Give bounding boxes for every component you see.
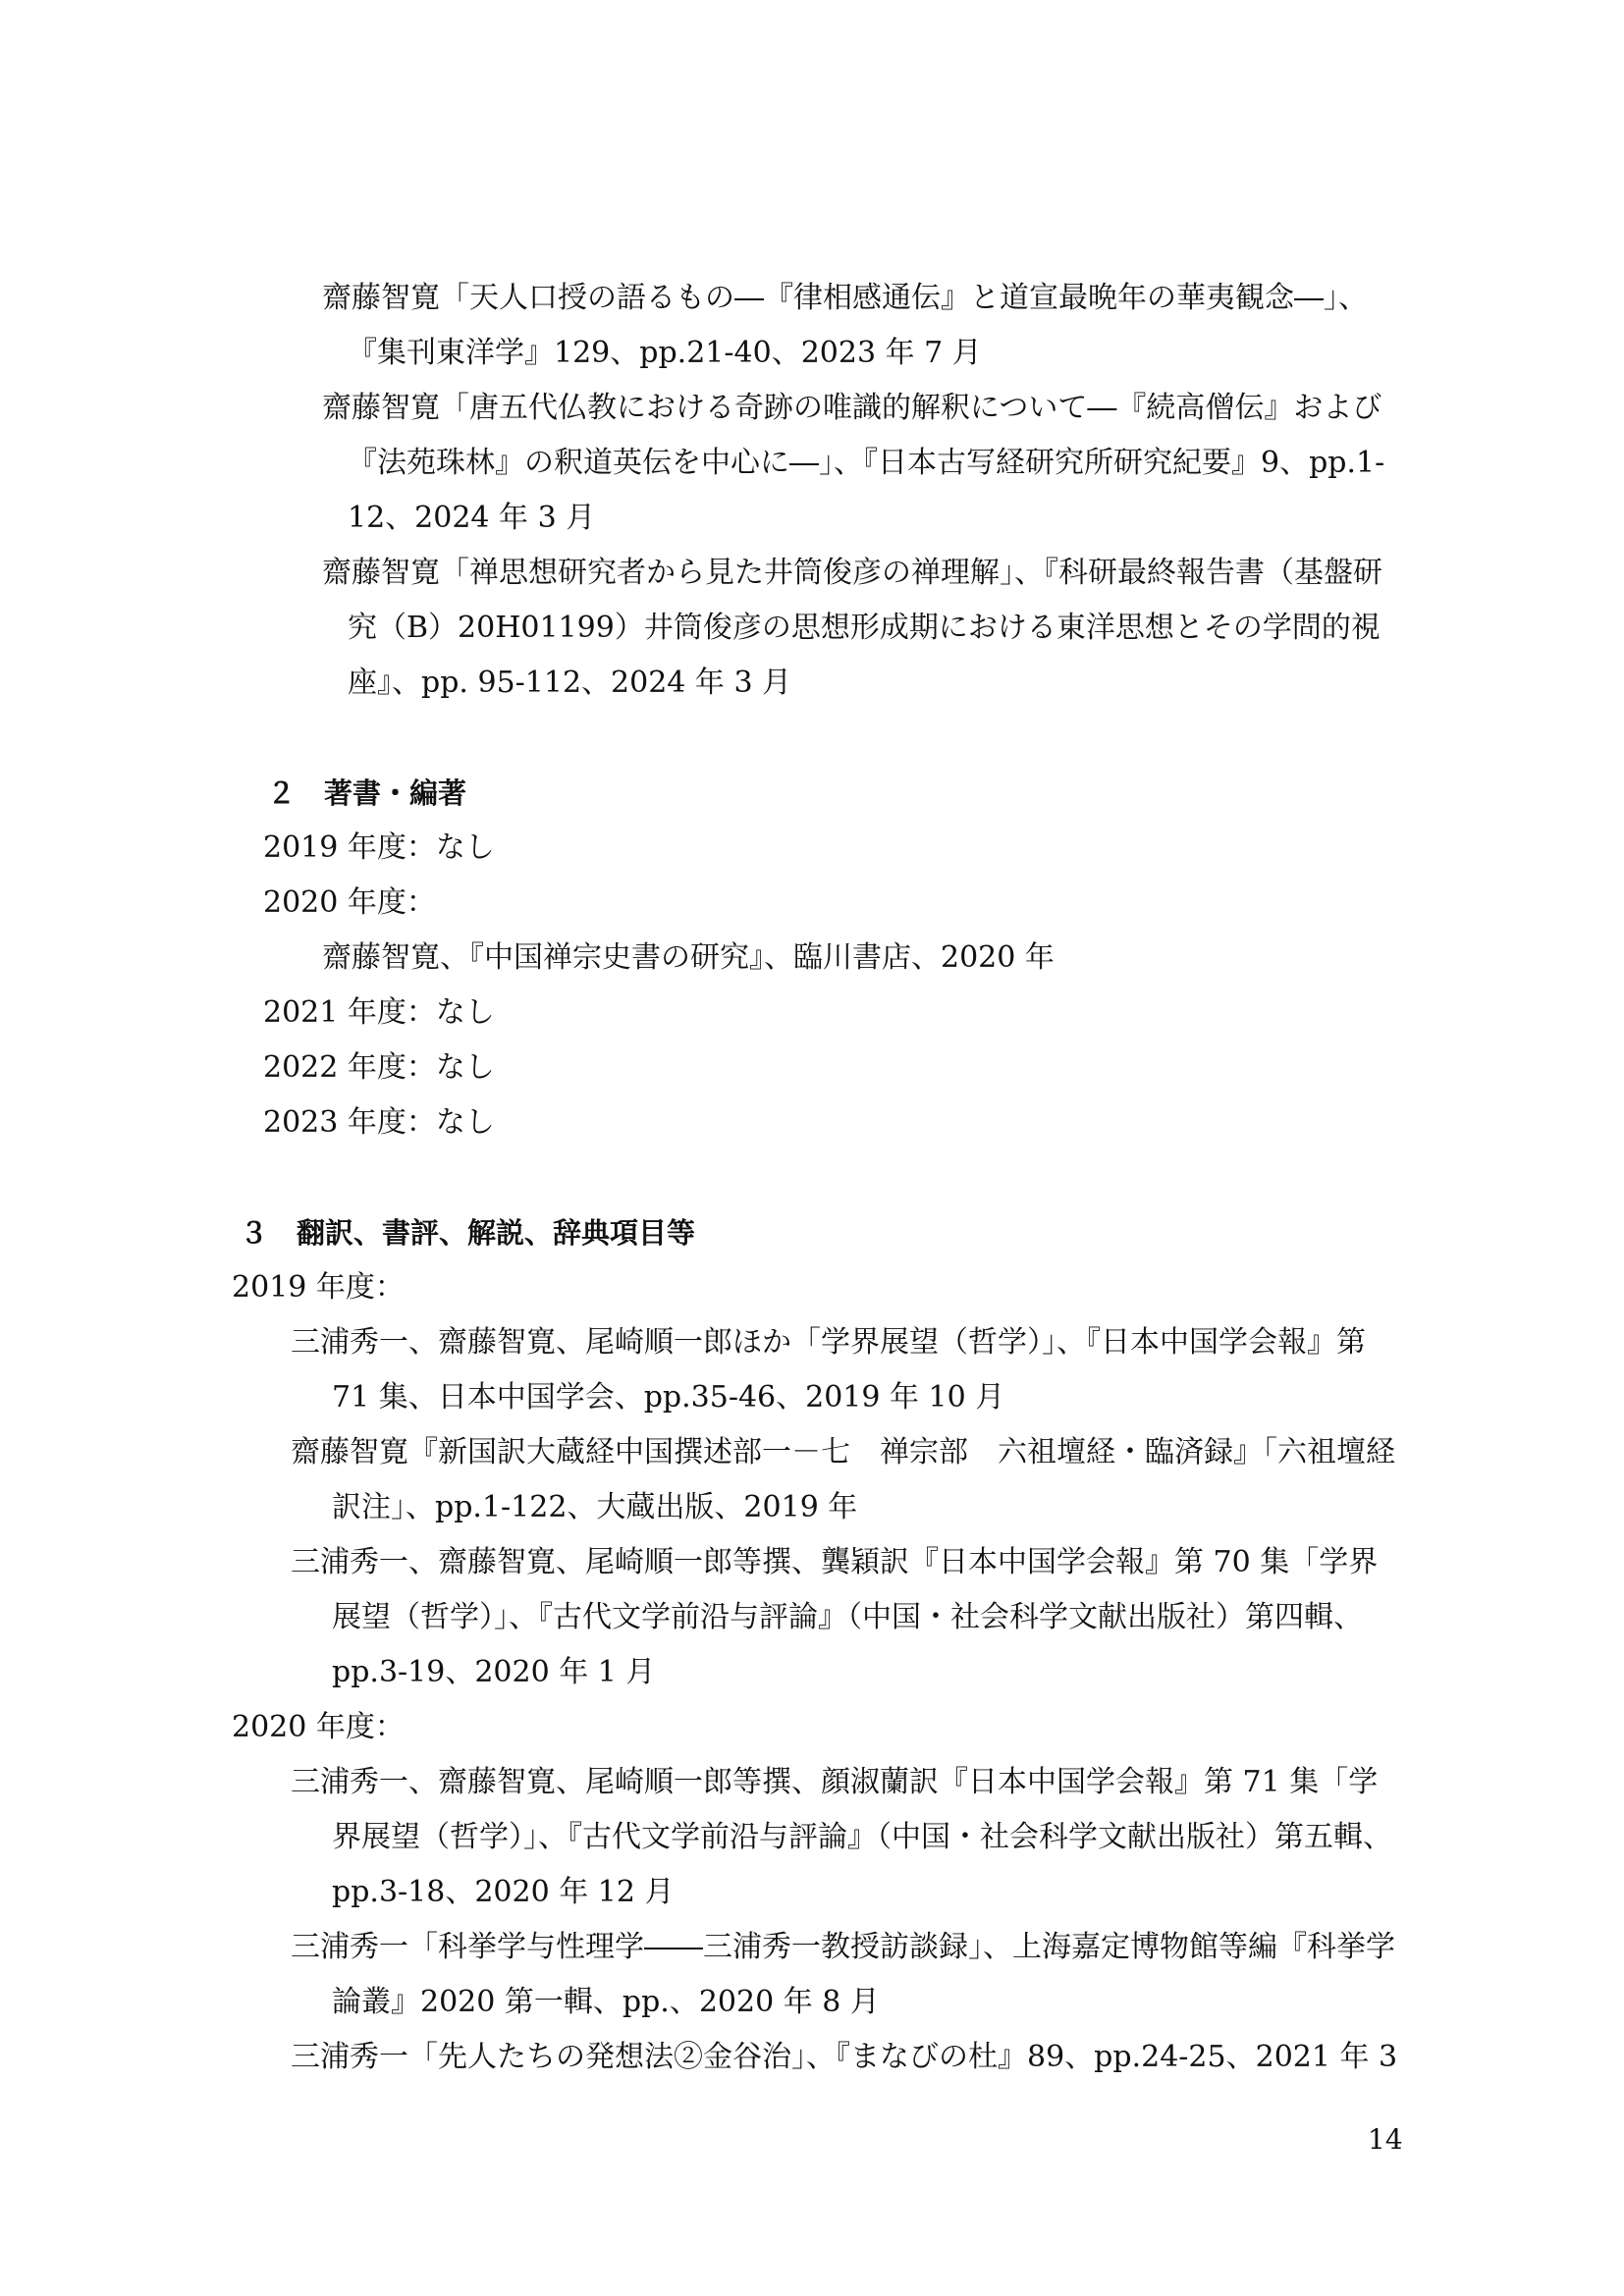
- year-line: 2020 年度：: [263, 885, 436, 920]
- year-line: 2022 年度：なし: [263, 1050, 495, 1085]
- bibliography-entry: 三浦秀一、齋藤智寛、尾崎順一郎等撰、龔穎訳『日本中国学会報』第 70 集「学界展望（哲学）」、『古代文学前沿与評論』（中国・社会科学文献出版社）第四輯、pp.3-19、2020 年 1 月: [291, 1545, 1379, 1689]
- bibliography-entry: 三浦秀一、齋藤智寛、尾崎順一郎ほか「学界展望（哲学）」、『日本中国学会報』第 71 集、日本中国学会、pp.35-46、2019 年 10 月: [291, 1325, 1366, 1415]
- bibliography-entry: 齋藤智寛「天人口授の語るもの―『律相感通伝』と道宣最晩年の華夷観念―」、『集刊東洋学』129、pp.21-40、2023 年 7 月: [322, 281, 1368, 370]
- bibliography-entry: 三浦秀一「先人たちの発想法②金谷治」、『まなびの杜』89、pp.24-25、2021 年 3: [291, 2040, 1398, 2074]
- bibliography-entry: 三浦秀一「科挙学与性理学――三浦秀一教授訪談録」、上海嘉定博物館等編『科挙学論叢』2020 第一輯、pp.、2020 年 8 月: [291, 1930, 1395, 2019]
- bibliography-entry: 齋藤智寛『新国訳大蔵経中国撰述部一－七 禅宗部 六祖壇経・臨済録』「六祖壇経訳注」、pp.1-122、大蔵出版、2019 年: [291, 1435, 1395, 1524]
- year-line: 2023 年度：なし: [263, 1105, 495, 1140]
- year-line: 2020 年度：: [232, 1710, 405, 1744]
- year-line: 2019 年度：: [232, 1270, 405, 1305]
- bibliography-entry: 三浦秀一、齋藤智寛、尾崎順一郎等撰、顔淑蘭訳『日本中国学会報』第 71 集「学界展望（哲学）」、『古代文学前沿与評論』（中国・社会科学文献出版社）第五輯、pp.3-18、2020 年 12 月: [291, 1765, 1392, 1909]
- section-heading-translations: ３ 翻訳、書評、解説、辞典項目等: [240, 1216, 696, 1250]
- year-line: 2019 年度：なし: [263, 830, 495, 865]
- bibliography-entry: 齋藤智寛「唐五代仏教における奇跡の唯識的解釈について―『続高僧伝』および『法苑珠林』の釈道英伝を中心に―」、『日本古写経研究所研究紀要』9、pp.1-12、2024 年 3 月: [322, 391, 1385, 535]
- bibliography-entry: 齋藤智寛、『中国禅宗史書の研究』、臨川書店、2020 年: [322, 940, 1055, 975]
- bibliography-entry: 齋藤智寛「禅思想研究者から見た井筒俊彦の禅理解」、『科研最終報告書（基盤研究（B）20H01199）井筒俊彦の思想形成期における東洋思想とその学問的視座』、pp. 95-112、2024 年 3 月: [322, 556, 1382, 700]
- page-number: 14: [1368, 2123, 1403, 2156]
- section-heading-books: ２ 著書・編著: [267, 776, 467, 810]
- year-line: 2021 年度：なし: [263, 995, 495, 1030]
